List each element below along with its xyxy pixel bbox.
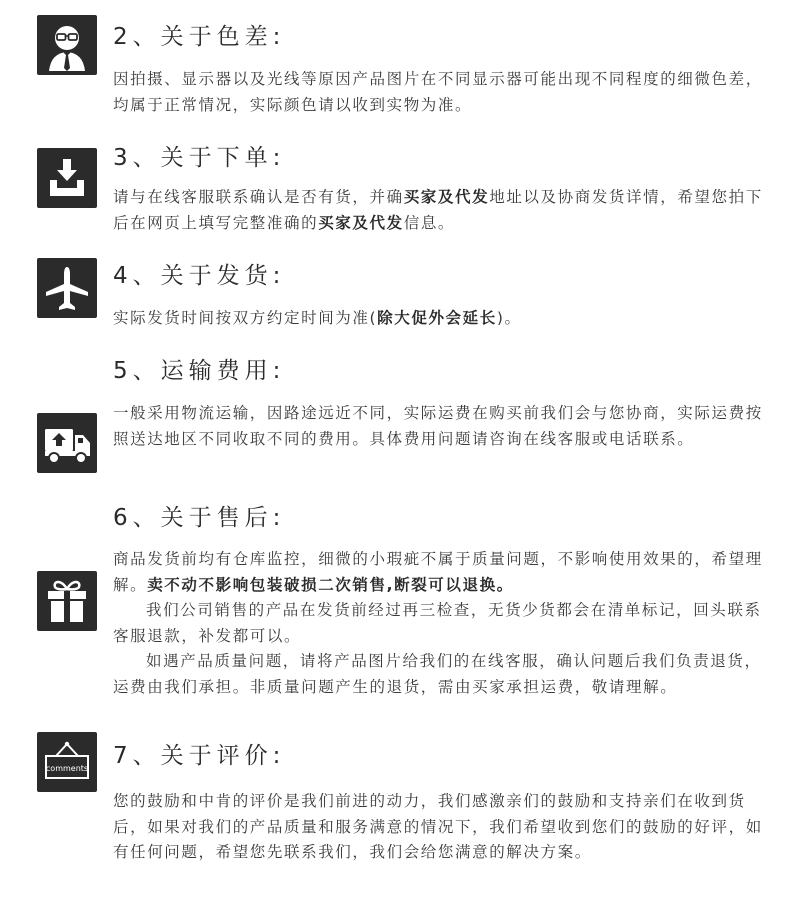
download-inbox-icon: [37, 148, 97, 208]
paragraph: 您的鼓励和中肯的评价是我们前进的动力，我们感激亲们的鼓励和支持亲们在收到货后，如果对我们的产品质量和服务满意的情况下，我们希望收到您们的鼓励的好评，如有任何问题，希望您先联系我们，我们会给您满意的解决方案。: [113, 792, 763, 861]
section-title: 5、运输费用:: [113, 358, 286, 384]
section-body: [113, 401, 778, 452]
section-title: 6、关于售后:: [113, 505, 286, 531]
sign-text: comments: [45, 764, 89, 773]
emphasis-text: 买家及代发: [403, 188, 490, 206]
text-run: 实际发货时间按双方约定时间为准(: [113, 309, 378, 327]
person-with-glasses-icon: [37, 15, 97, 75]
section-title: 2、关于色差:: [113, 24, 286, 50]
section-body: [113, 185, 778, 236]
text-run: 信息。: [403, 213, 456, 232]
paragraph: 一般采用物流运输，因路途远近不同，实际运费在购买前我们会与您协商，实际运费按照送达地区不同收取不同的费用。具体费用问题请咨询在线客服或电话联系。: [113, 404, 763, 448]
text-run: )。: [496, 309, 522, 327]
text-run: 商品发货前均有仓库监控，细微的小瑕疵不属于质量问题，不影响使用效果的，希望理解。: [113, 550, 763, 594]
delivery-truck-icon: [37, 413, 97, 473]
paragraph: [113, 185, 778, 236]
gift-box-icon: [37, 571, 97, 631]
section-body: [113, 789, 778, 866]
paragraph: 我们公司销售的产品在发货前经过再三检查，无货少货都会在清单标记，回头联系客服退款，补发都可以。: [113, 601, 762, 645]
emphasis-text: 卖不动不影响包装破损二次销售,断裂可以退换。: [147, 575, 514, 594]
section-title: 7、关于评价:: [113, 743, 286, 769]
text-run: 地址以及协商发货详情，希望您拍下后在网页上填写完整准确的: [113, 188, 763, 232]
section-body: [113, 306, 778, 332]
paragraph: [113, 306, 778, 332]
section-title: 4、关于发货:: [113, 263, 286, 289]
paragraph: 因拍摄、显示器以及光线等原因产品图片在不同显示器可能出现不同程度的细微色差，均属于正常情况，实际颜色请以收到实物为准。: [113, 70, 763, 114]
airplane-icon: [37, 258, 97, 318]
paragraph: 如遇产品质量问题，请将产品图片给我们的在线客服，确认问题后我们负责退货，运费由我们承担。非质量问题产生的退货，需由买家承担运费，敬请理解。: [113, 652, 762, 696]
section-title: 3、关于下单:: [113, 145, 286, 171]
text-run: 请与在线客服联系确认是否有货，并确: [113, 188, 404, 206]
emphasis-text: 买家及代发: [318, 213, 404, 232]
section-body: [113, 547, 778, 700]
paragraph: [113, 547, 778, 598]
section-body: [113, 67, 778, 118]
comments-sign-icon: [37, 732, 97, 792]
emphasis-text: 除大促外会延长: [377, 309, 497, 327]
